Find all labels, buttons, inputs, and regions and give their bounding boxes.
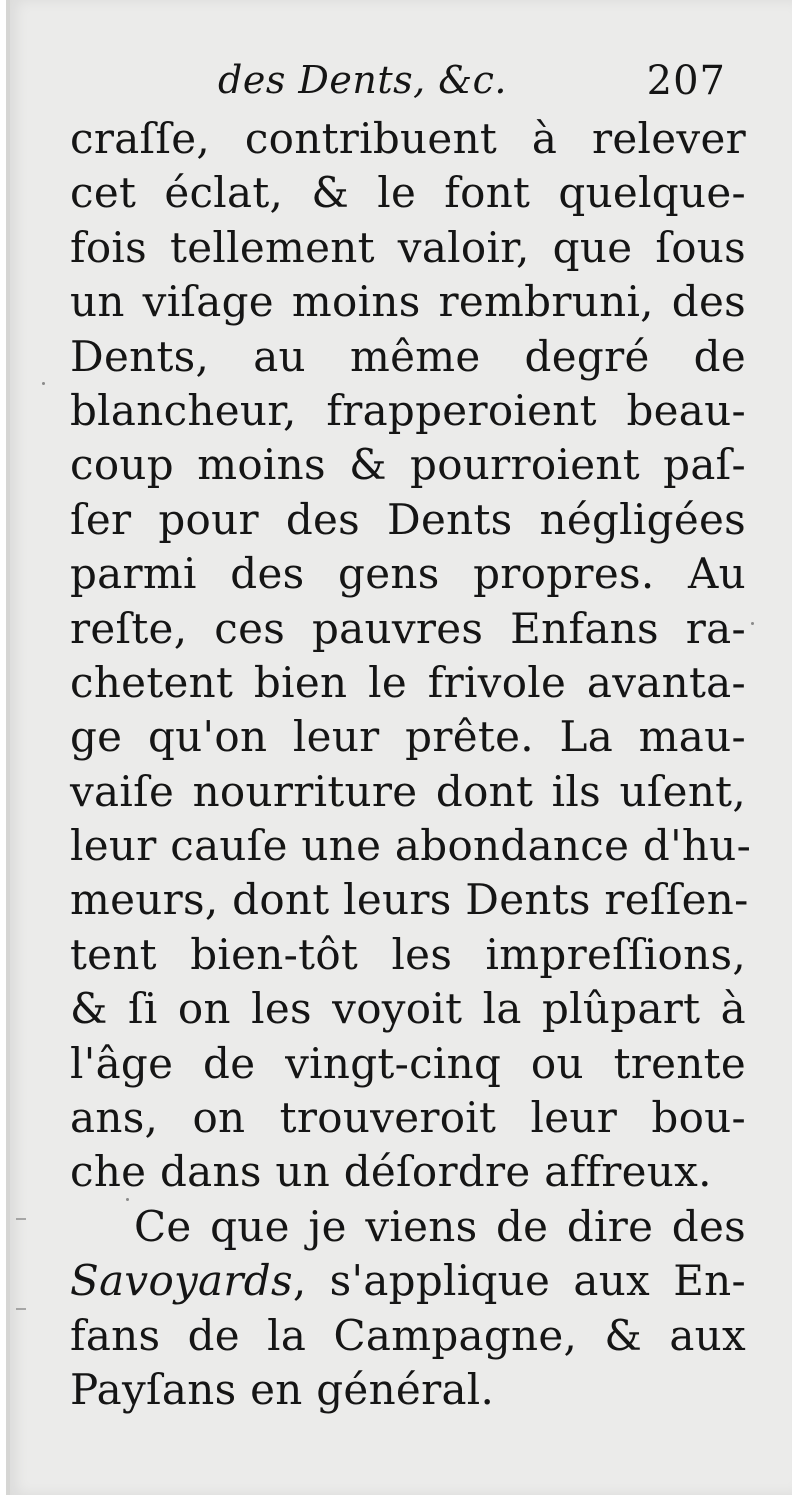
text-line: craſſe, contribuent à relever — [70, 114, 746, 163]
text-line-rest: , s'applique aux En- — [292, 1256, 746, 1306]
margin-mark — [16, 1218, 26, 1220]
text-line: reſte, ces pauvres Enfans ra- — [70, 603, 746, 653]
text-line: meurs, dont leurs Dents reſſen- — [70, 875, 749, 925]
text-line: fans de la Campagne, & aux — [70, 1310, 746, 1360]
text-line: coup moins & pourroient paſ- — [70, 440, 746, 490]
text-line: ans, on trouveroit leur bou- — [70, 1093, 746, 1143]
text-line: fois tellement valoir, que ſous — [70, 222, 746, 272]
text-line: ge qu'on leur prête. La mau- — [70, 712, 746, 762]
paragraph-first-line: Ce que je viens de dire des — [134, 1201, 746, 1251]
text-line: & ſi on les voyoit la plûpart à — [70, 984, 746, 1034]
text-line: che dans un déſordre affreux. — [70, 1147, 712, 1197]
text-line: chetent bien le frivole avanta- — [70, 657, 746, 707]
italic-word-savoyards: Savoyards — [70, 1256, 293, 1306]
text-line: blancheur, frapperoient beau- — [70, 385, 746, 435]
text-line: leur cauſe une abondance d'hu- — [70, 821, 752, 871]
page-gutter-edge — [6, 0, 10, 1495]
margin-mark — [16, 1308, 26, 1310]
body-text — [70, 112, 752, 1417]
text-line: Payſans en général. — [70, 1364, 495, 1414]
text-line: parmi des gens propres. Au — [70, 549, 746, 599]
page-number: 207 — [646, 58, 726, 104]
text-line: ſer pour des Dents négligées — [70, 494, 746, 544]
text-line: vaiſe nourriture dont ils uſent, — [70, 766, 746, 816]
text-line — [70, 1254, 746, 1308]
book-page — [6, 0, 792, 1495]
text-line: un viſage moins rembruni, des — [70, 277, 746, 327]
text-line: l'âge de vingt-cinq ou trente — [70, 1038, 746, 1088]
ink-speck — [42, 382, 45, 385]
running-head — [76, 58, 736, 112]
text-line: Dents, au même degré de — [70, 331, 746, 381]
ink-speck — [751, 622, 754, 625]
text-line: cet éclat, & le font quelque- — [70, 168, 746, 218]
running-title: des Dents, &c. — [218, 58, 507, 102]
text-line: tent bien-tôt les impreſſions, — [70, 929, 746, 979]
